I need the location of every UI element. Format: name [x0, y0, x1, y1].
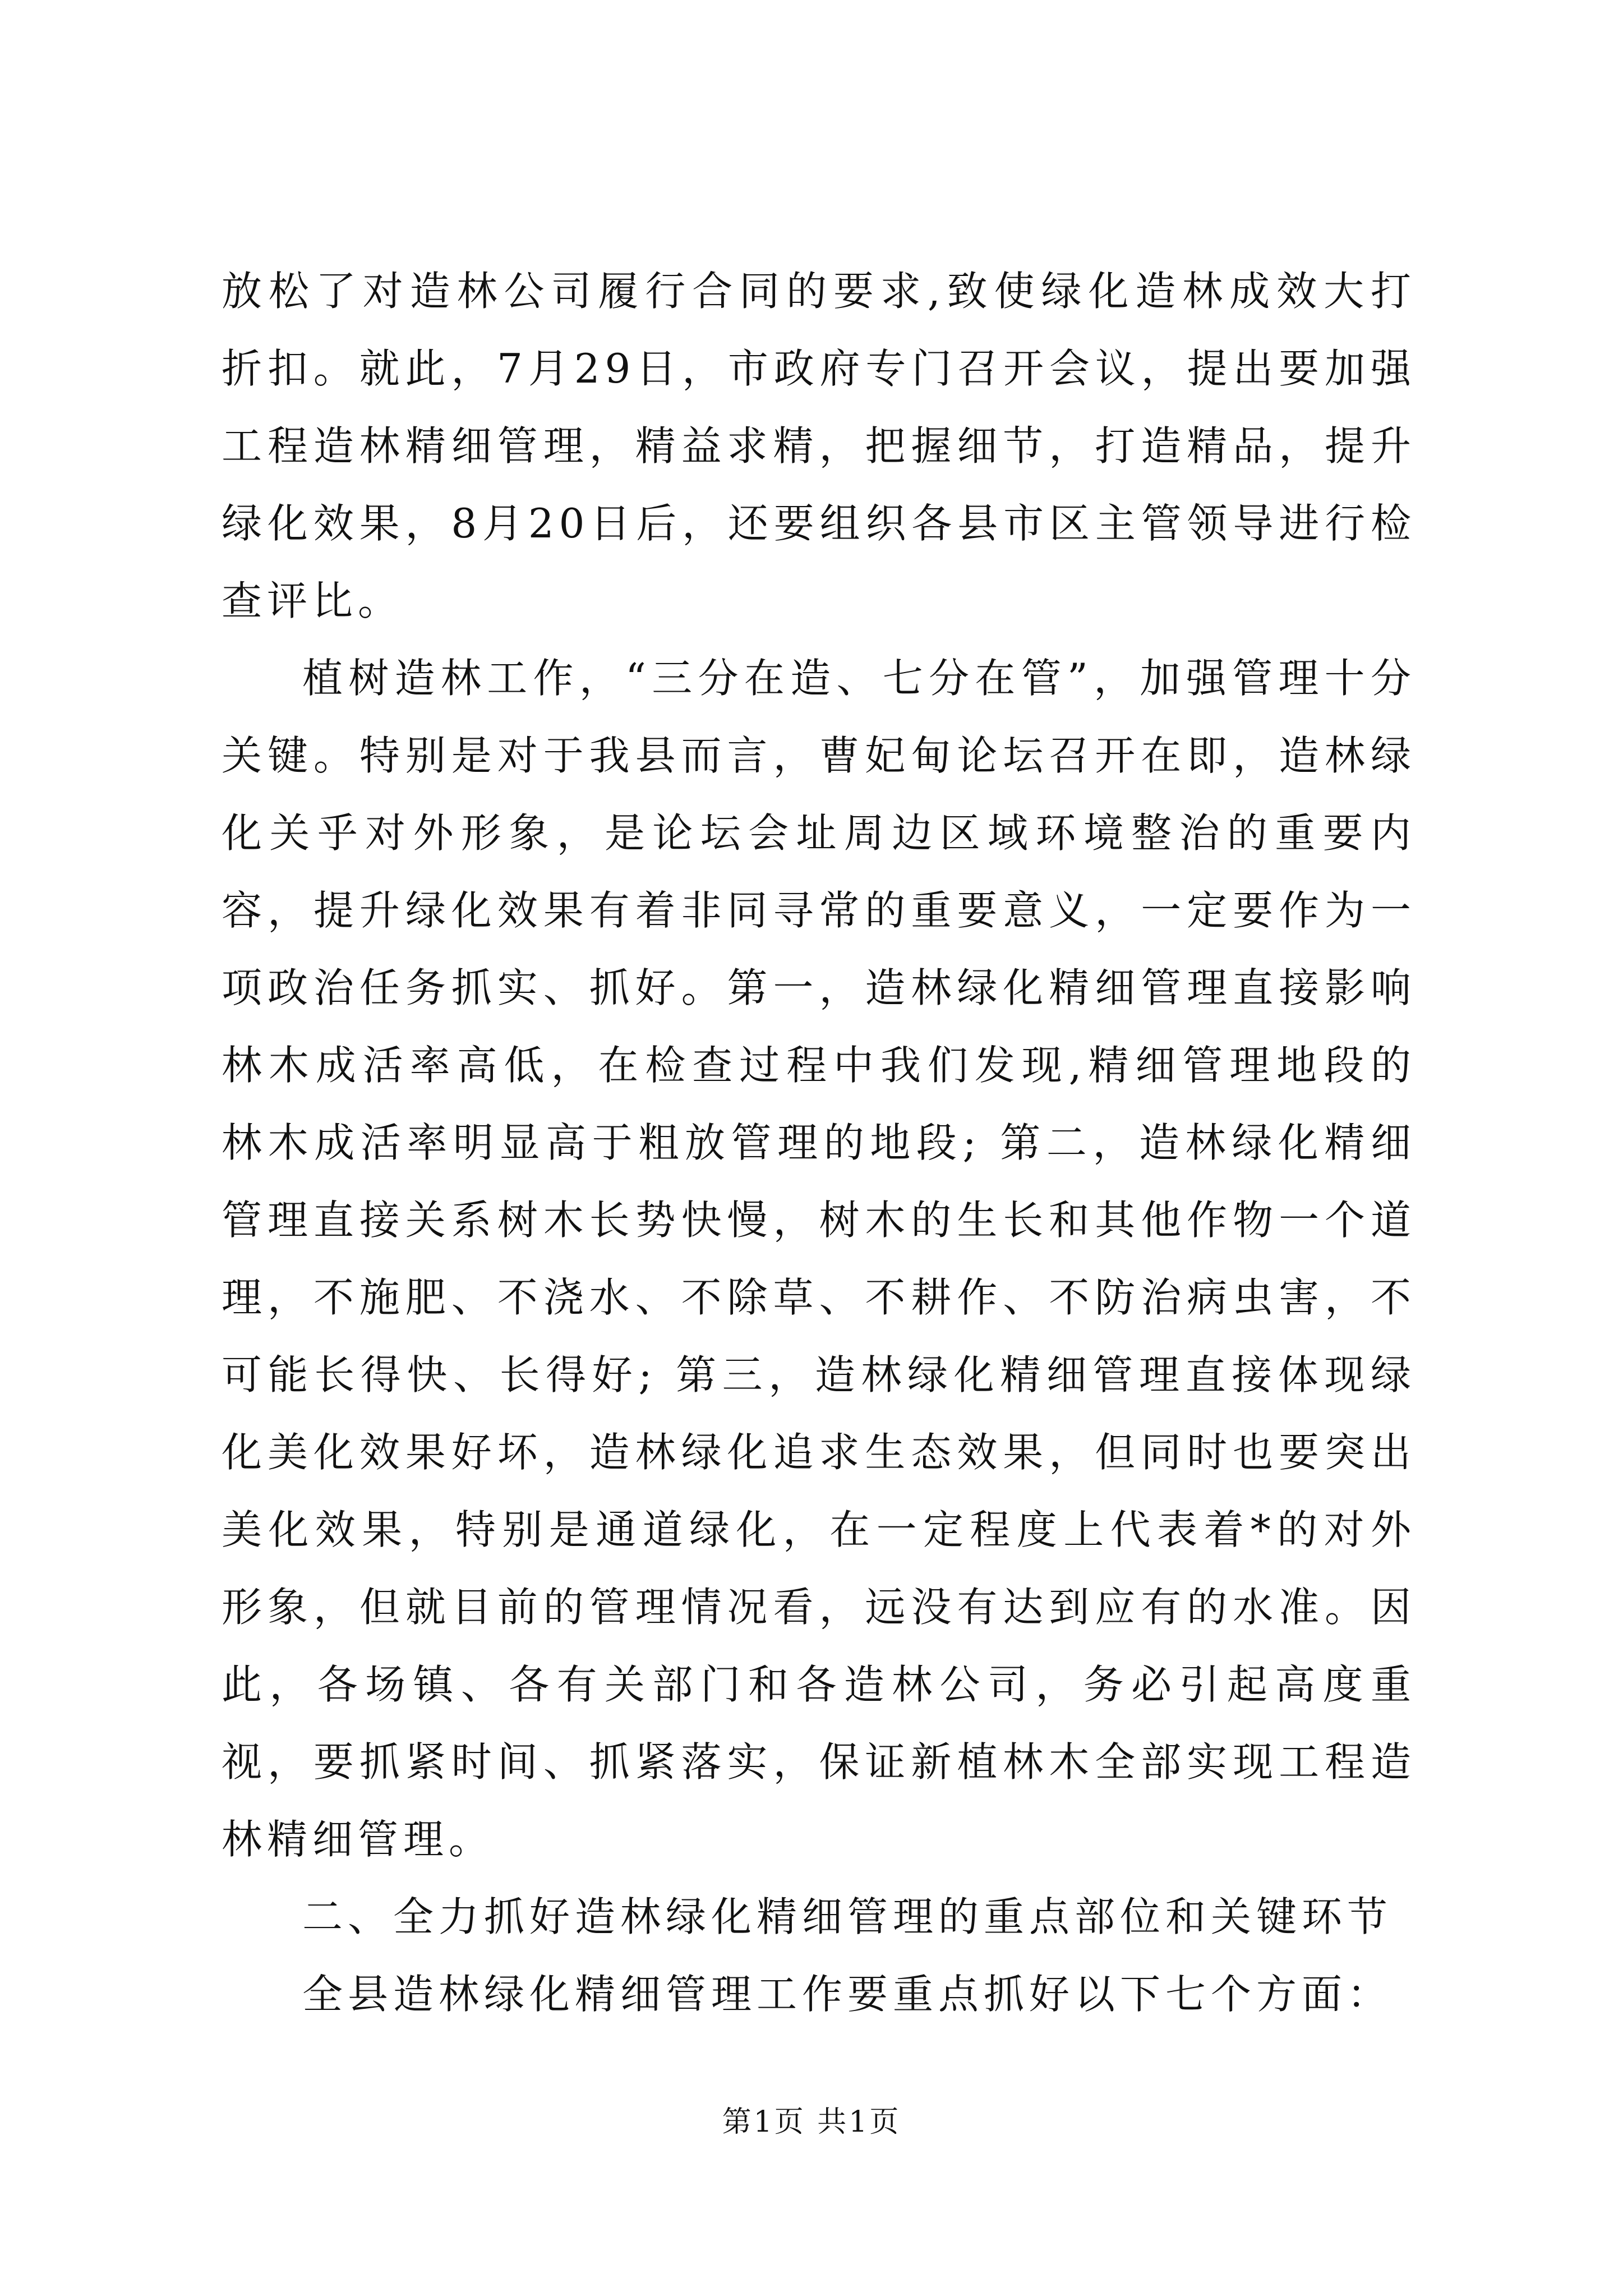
document-body [222, 252, 1416, 2033]
paragraph-seven-aspects: 全县造林绿化精细管理工作要重点抓好以下七个方面： [302, 1971, 1393, 2018]
paragraph-continuation: 放松了对造林公司履行合同的要求,致使绿化造林成效大打折扣。就此，7月29日，市政府专门召开会议，提出要加强工程造林精细管理，精益求精，把握细节，打造精品，提升绿化效果，8月20日后，还要组织各县市区主管领导进行检查评比。 [222, 268, 1416, 624]
page-footer: 第1页 共1页 [722, 2105, 901, 2139]
paragraph-management-importance: 植树造林工作，“三分在造、七分在管”，加强管理十分关键。特别是对于我县而言，曹妃甸论坛召开在即，造林绿化关乎对外形象，是论坛会址周边区域环境整治的重要内容，提升绿化效果有着非同寻常的重要意义，一定要作为一项政治任务抓实、抓好。第一，造林绿化精细管理直接影响林木成活率高低，在检查过程中我们发现,精细管理地段的林木成活率明显高于粗放管理的地段; 第二，造林绿化精细管理直接关系树木长势快慢，树木的生长和其他作物一个道理，不施肥、不浇水、不除草、不耕作、不防治病虫害，不可能长得快、长得好; 第三，造林绿化精细管理直接体现绿化美化效果好坏，造林绿化追求生态效果，但同时也要突出美化效果，特别是通道绿化，在一定程度上代表着*的对外形象，但就目前的管理情况看，远没有达到应有的水准。因此，各场镇、各有关部门和各造林公司，务必引起高度重视，要抓紧时间、抓紧落实，保证新植林木全部实现工程造林精细管理。 [222, 655, 1416, 1863]
section-heading: 二、全力抓好造林绿化精细管理的重点部位和关键环节 [302, 1893, 1393, 1940]
